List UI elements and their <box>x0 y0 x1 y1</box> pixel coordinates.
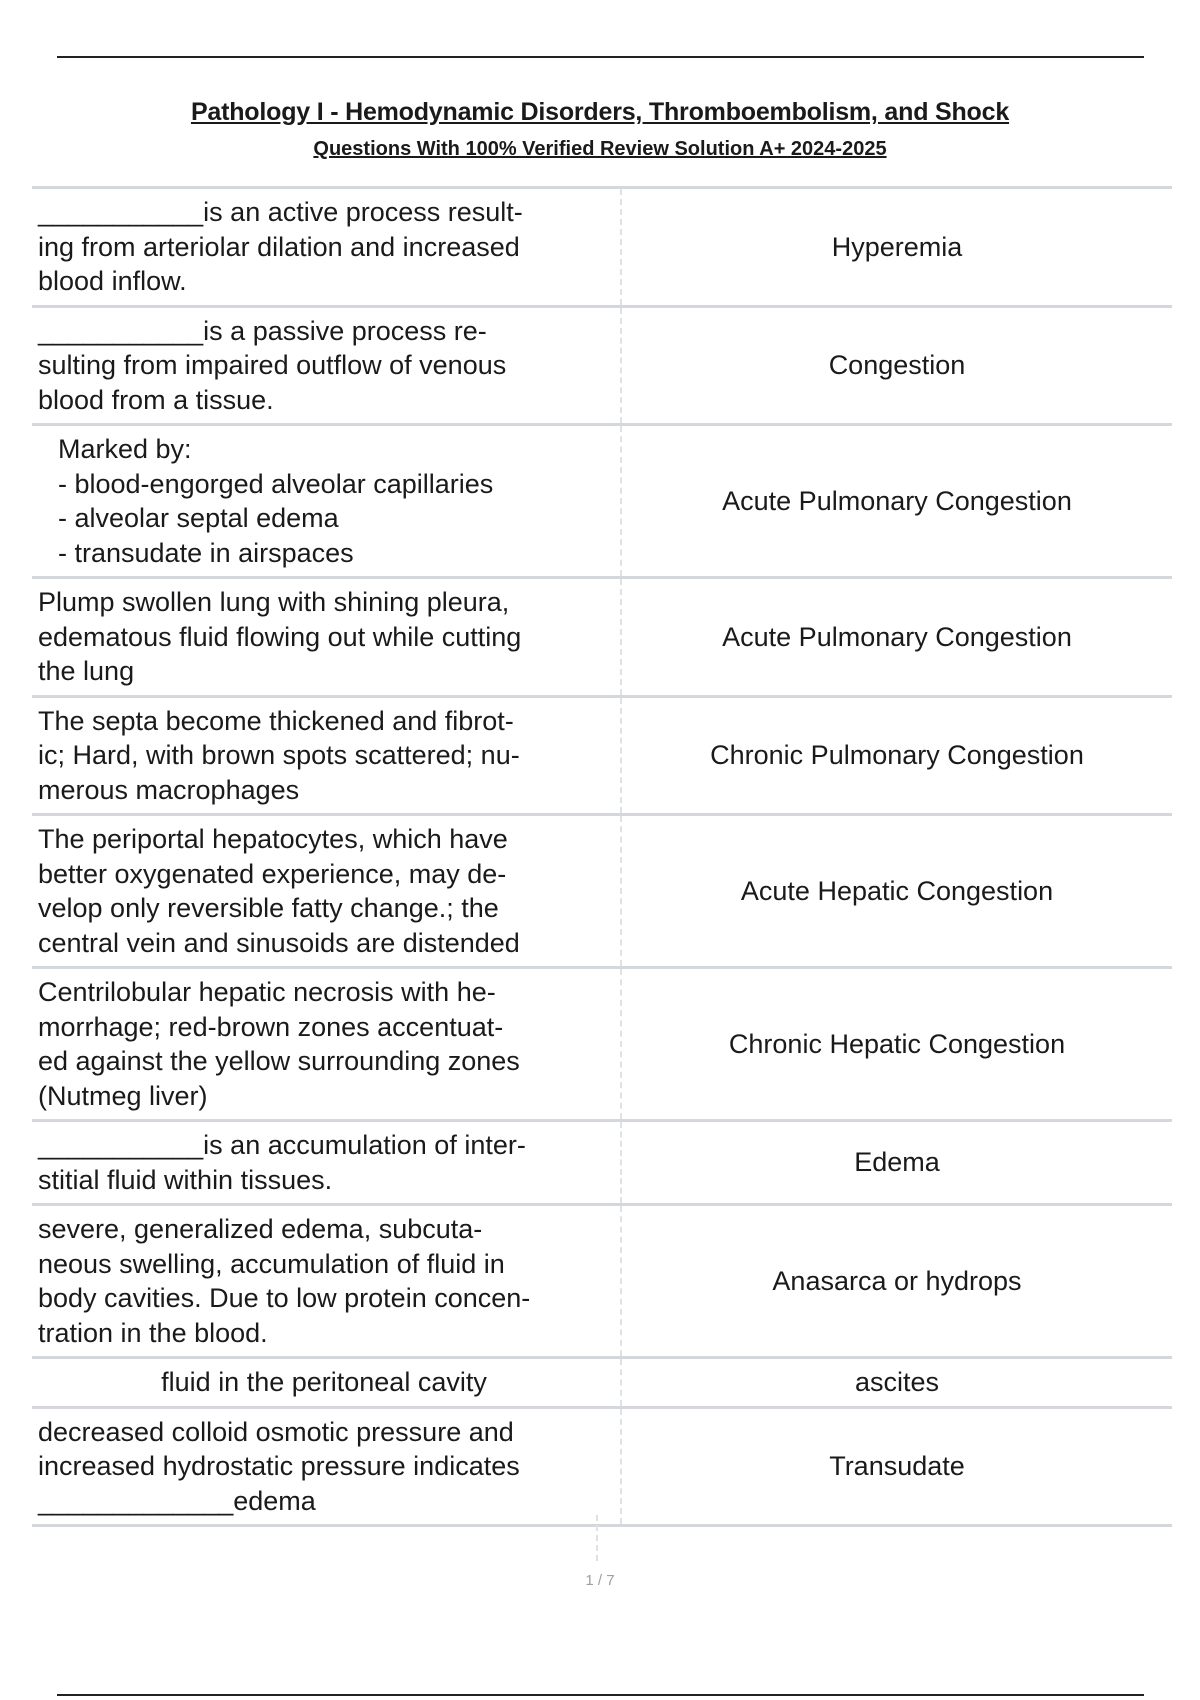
document-subtitle: Questions With 100% Verified Review Solution A+ 2024-2025 <box>313 138 887 160</box>
card-answer: ascites <box>621 1358 1172 1408</box>
document-title: Pathology I - Hemodynamic Disorders, Thromboembolism, and Shock <box>190 98 1010 126</box>
card-term <box>32 1407 621 1526</box>
card-row <box>32 1205 1172 1358</box>
card-row <box>32 1121 1172 1205</box>
card-answer: Acute Pulmonary Congestion <box>621 578 1172 697</box>
card-term <box>32 968 621 1121</box>
card-answer: Congestion <box>621 306 1172 425</box>
card-answer: Transudate <box>621 1407 1172 1526</box>
card-term-text: ___________is an accumulation of inter- stitial fluid within tissues. <box>38 1130 526 1195</box>
card-term-text: severe, generalized edema, subcuta- neous swelling, accumulation of fluid in body cavities. Due to low protein concen- tration in the blood. <box>38 1214 531 1348</box>
card-row <box>32 578 1172 697</box>
card-term <box>32 696 621 815</box>
card-row <box>32 1407 1172 1526</box>
card-answer: Anasarca or hydrops <box>621 1205 1172 1358</box>
card-term <box>32 425 621 578</box>
card-term-text: ___________is an active process result- ing from arteriolar dilation and increased blood inflow. <box>38 197 523 296</box>
card-row <box>32 696 1172 815</box>
card-term <box>32 578 621 697</box>
card-answer: Acute Hepatic Congestion <box>621 815 1172 968</box>
card-row <box>32 815 1172 968</box>
card-term <box>32 1121 621 1205</box>
card-term-text: The septa become thickened and fibrot- ic; Hard, with brown spots scattered; nu- merous macrophages <box>38 705 520 805</box>
card-term-text: Centrilobular hepatic necrosis with he- morrhage; red-brown zones accentuat- ed against the yellow surrounding zones (Nutmeg liver) <box>38 977 520 1111</box>
card-row <box>32 1358 1172 1408</box>
card-term <box>32 815 621 968</box>
page-number: 1 / 7 <box>585 1572 615 1589</box>
card-term <box>32 1205 621 1358</box>
card-row <box>32 188 1172 307</box>
card-answer: Acute Pulmonary Congestion <box>621 425 1172 578</box>
card-term <box>32 1358 621 1408</box>
card-answer: Chronic Hepatic Congestion <box>621 968 1172 1121</box>
card-answer: Chronic Pulmonary Congestion <box>621 696 1172 815</box>
card-term-text: ___________is a passive process re- sulting from impaired outflow of venous blood from a tissue. <box>38 315 507 415</box>
card-term-text: decreased colloid osmotic pressure and increased hydrostatic pressure indicates _____________edema <box>38 1416 520 1516</box>
card-term-text: Plump swollen lung with shining pleura, edematous fluid flowing out while cutting the lung <box>38 587 522 686</box>
column-divider-tail <box>596 1515 598 1561</box>
card-term <box>32 306 621 425</box>
bottom-rule <box>57 1694 1144 1696</box>
card-answer: Edema <box>621 1121 1172 1205</box>
flashcard-table <box>32 186 1172 1527</box>
card-row <box>32 968 1172 1121</box>
card-row <box>32 306 1172 425</box>
card-row <box>32 425 1172 578</box>
card-term <box>32 188 621 307</box>
card-term-text: Marked by: - blood-engorged alveolar capillaries - alveolar septal edema - transudate in airspaces <box>58 434 494 568</box>
card-answer: Hyperemia <box>621 188 1172 307</box>
top-rule <box>57 56 1144 58</box>
card-term-text: fluid in the peritoneal cavity <box>161 1367 487 1397</box>
card-term-text: The periportal hepatocytes, which have better oxygenated experience, may de- velop only reversible fatty change.; the central vein and sinusoids are distended <box>38 824 520 958</box>
